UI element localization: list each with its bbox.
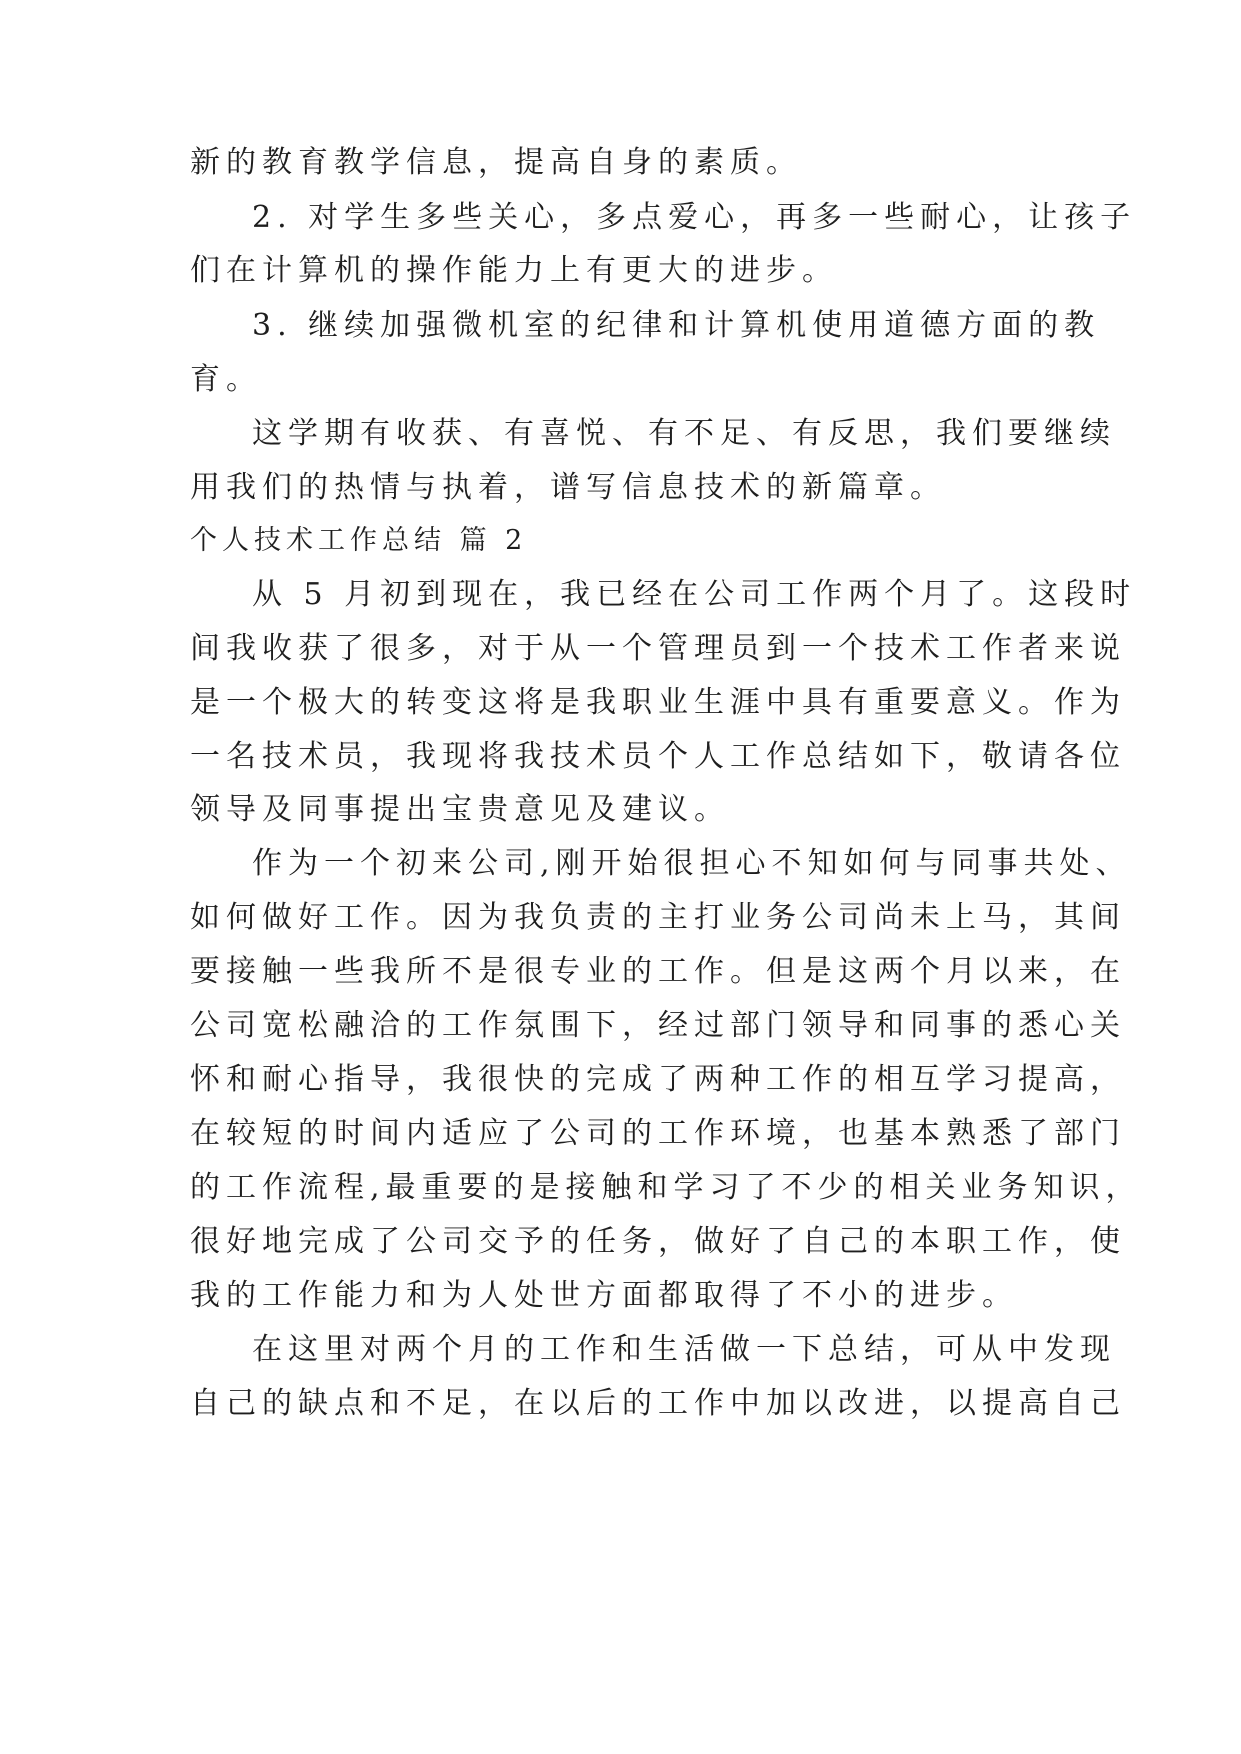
text-line: 育。 (190, 362, 262, 397)
text-line: 间我收获了很多，对于从一个管理员到一个技术工作者来说 (190, 631, 1126, 666)
text-line: 自己的缺点和不足，在以后的工作中加以改进，以提高自己 (190, 1386, 1126, 1421)
paragraph-start: 作为一个初来公司,刚开始很担心不知如何与同事共处、 (252, 846, 1132, 881)
text-line: 用我们的热情与执着，谱写信息技术的新篇章。 (190, 470, 946, 505)
text-line: 如何做好工作。因为我负责的主打业务公司尚未上马，其间 (190, 900, 1126, 935)
text-line: 怀和耐心指导，我很快的完成了两种工作的相互学习提高， (190, 1062, 1126, 1097)
section-heading: 个人技术工作总结 篇 2 (190, 525, 528, 556)
text-line: 我的工作能力和为人处世方面都取得了不小的进步。 (190, 1278, 1018, 1313)
paragraph-start: 这学期有收获、有喜悦、有不足、有反思，我们要继续 (252, 416, 1116, 451)
paragraph-start: 从 5 月初到现在，我已经在公司工作两个月了。这段时 (252, 577, 1137, 612)
text-line: 新的教育教学信息，提高自身的素质。 (190, 145, 802, 180)
text-line: 是一个极大的转变这将是我职业生涯中具有重要意义。作为 (190, 685, 1126, 720)
text-line: 们在计算机的操作能力上有更大的进步。 (190, 253, 838, 288)
text-line: 一名技术员，我现将我技术员个人工作总结如下，敬请各位 (190, 739, 1126, 774)
text-line: 领导及同事提出宝贵意见及建议。 (190, 792, 730, 827)
text-line: 在较短的时间内适应了公司的工作环境，也基本熟悉了部门 (190, 1116, 1126, 1151)
text-line: 很好地完成了公司交予的任务，做好了自己的本职工作，使 (190, 1224, 1126, 1259)
text-line: 的工作流程,最重要的是接触和学习了不少的相关业务知识， (190, 1170, 1142, 1205)
text-line: 要接触一些我所不是很专业的工作。但是这两个月以来，在 (190, 954, 1126, 989)
text-line: 公司宽松融洽的工作氛围下，经过部门领导和同事的悉心关 (190, 1008, 1126, 1043)
list-item-3: 3. 继续加强微机室的纪律和计算机使用道德方面的教 (252, 308, 1101, 343)
list-item-2: 2. 对学生多些关心，多点爱心，再多一些耐心，让孩子 (252, 200, 1137, 235)
paragraph-start: 在这里对两个月的工作和生活做一下总结，可从中发现 (252, 1332, 1116, 1367)
